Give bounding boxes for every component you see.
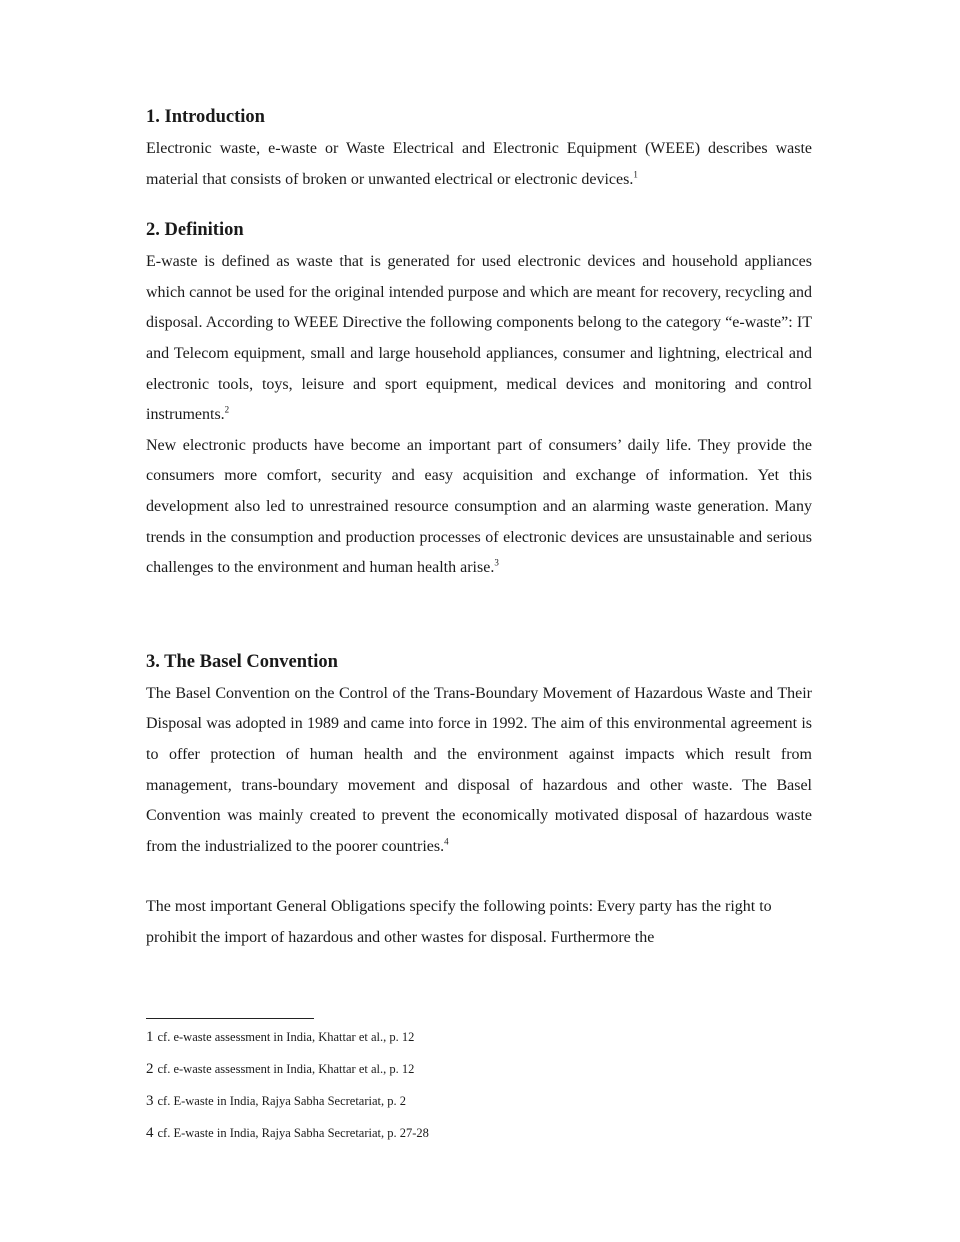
paragraph: The Basel Convention on the Control of the Trans-Boundary Movement of Hazardous Waste and Their Disposal was adopted in 1989 and came into force in 1992. The aim of this environmental agreement is to offer protection of human health and the environment against impacts which result from management, trans-boundary movement and disposal of hazardous and other waste. The Basel Convention was mainly created to prevent the economically motivated disposal of hazardous waste from the industrialized to the poorer countries.$^4$ (146, 684, 812, 855)
paragraph: E-waste is defined as waste that is generated for used electronic devices and household appliances which cannot be used for the original intended purpose and which are meant for recovery, recycling and disposal. According to WEEE Directive the following components belong to the category “e-waste”: IT and Telecom equipment, small and large household appliances, consumer and lightning, electrical and electronic tools, toys, leisure and sport equipment, medical devices and monitoring and control instruments.$^2$ (146, 253, 812, 424)
document-body (146, 100, 812, 953)
footnote-text: cf. E-waste in India, Rajya Sabha Secretariat, p. 2 (157, 1094, 407, 1108)
section-heading: 3. The Basel Convention (146, 651, 338, 672)
footnote (146, 1117, 812, 1149)
section-basel-convention (146, 645, 812, 954)
footnotes (146, 1021, 812, 1149)
footnote-ref: 3 (494, 557, 499, 568)
section-definition (146, 213, 812, 584)
footnote-ref: 4 (444, 836, 449, 847)
footnote (146, 1085, 812, 1117)
footnote-text: cf. E-waste in India, Rajya Sabha Secretariat, p. 27-28 (157, 1126, 429, 1140)
footnote-divider (146, 1018, 314, 1019)
paragraph: The most important General Obligations specify the following points: Every party has the right to prohibit the import of hazardous and other wastes for disposal. Furthermore the (146, 898, 772, 946)
footnote-text: cf. e-waste assessment in India, Khattar et al., p. 12 (157, 1062, 415, 1076)
section-heading: 2. Definition (146, 220, 244, 241)
footnote (146, 1021, 812, 1053)
footnote-number: 2 (146, 1061, 154, 1077)
footnote-number: 3 (146, 1093, 154, 1109)
section-introduction (146, 100, 812, 195)
paragraph: Electronic waste, e-waste or Waste Electrical and Electronic Equipment (WEEE) describes waste material that consists of broken or unwanted electrical or electronic devices.$^1$ (146, 140, 812, 188)
section-heading: 1. Introduction (146, 107, 265, 127)
footnote-number: 4 (146, 1125, 154, 1141)
footnote-ref: 1 (633, 169, 638, 180)
paragraph: New electronic products have become an important part of consumers’ daily life. They provide the consumers more comfort, security and easy acquisition and exchange of information. Yet this development also led to unrestrained resource consumption and an alarming waste generation. Many trends in the consumption and production processes of electronic devices are unsustainable and serious challenges to the environment and human health arise.$^3$ (146, 436, 812, 577)
footnote-text: cf. e-waste assessment in India, Khattar et al., p. 12 (157, 1030, 415, 1044)
footnote-ref: 2 (224, 404, 230, 415)
footnote-number: 1 (146, 1029, 154, 1045)
footnote (146, 1053, 812, 1085)
